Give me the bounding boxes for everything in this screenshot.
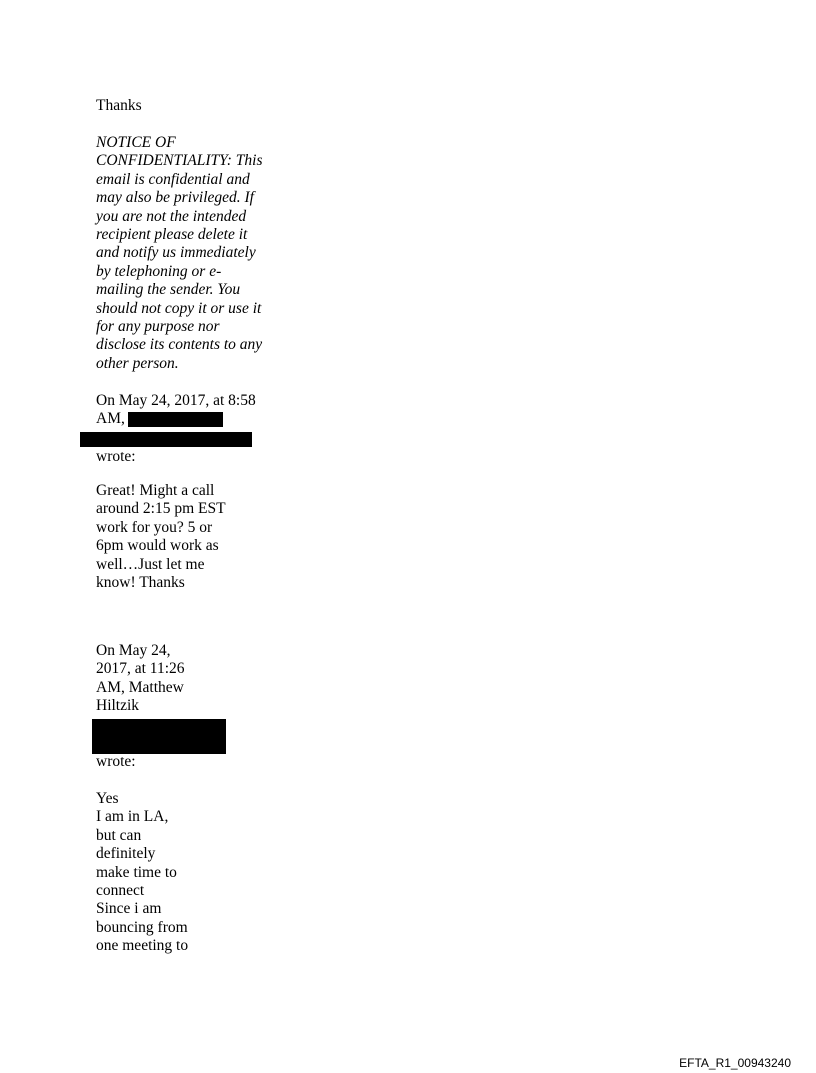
quote2-wrote: wrote: xyxy=(96,753,136,770)
confidentiality-notice: NOTICE OF CONFIDENTIALITY: This email is confidential and may also be privileged. If you are not the intended recipient please delete it and notify us immediately by telephoning or e- mailing the sender. You should not copy it or use it for any purpose nor disclose its contents to any other person. xyxy=(96,134,263,372)
redaction-box xyxy=(128,412,223,427)
quote1-body: Great! Might a call around 2:15 pm EST work for you? 5 or 6pm would work as well…Just let me know! Thanks xyxy=(96,482,226,592)
quote1-header-line1: On May 24, 2017, at 8:58 xyxy=(96,392,256,409)
closing-text: Thanks xyxy=(96,97,142,114)
redaction-box xyxy=(80,432,252,447)
quote2-body: Yes I am in LA, but can definitely make time to connect Since i am bouncing from one meeting to xyxy=(96,790,189,955)
bates-number: EFTA_R1_00943240 xyxy=(679,1056,791,1070)
quote1-header-line2: AM, xyxy=(96,410,125,427)
quote1-wrote: wrote: xyxy=(96,448,136,465)
quote2-header: On May 24, 2017, at 11:26 AM, Matthew Hiltzik xyxy=(96,642,185,715)
redaction-box xyxy=(92,719,226,754)
